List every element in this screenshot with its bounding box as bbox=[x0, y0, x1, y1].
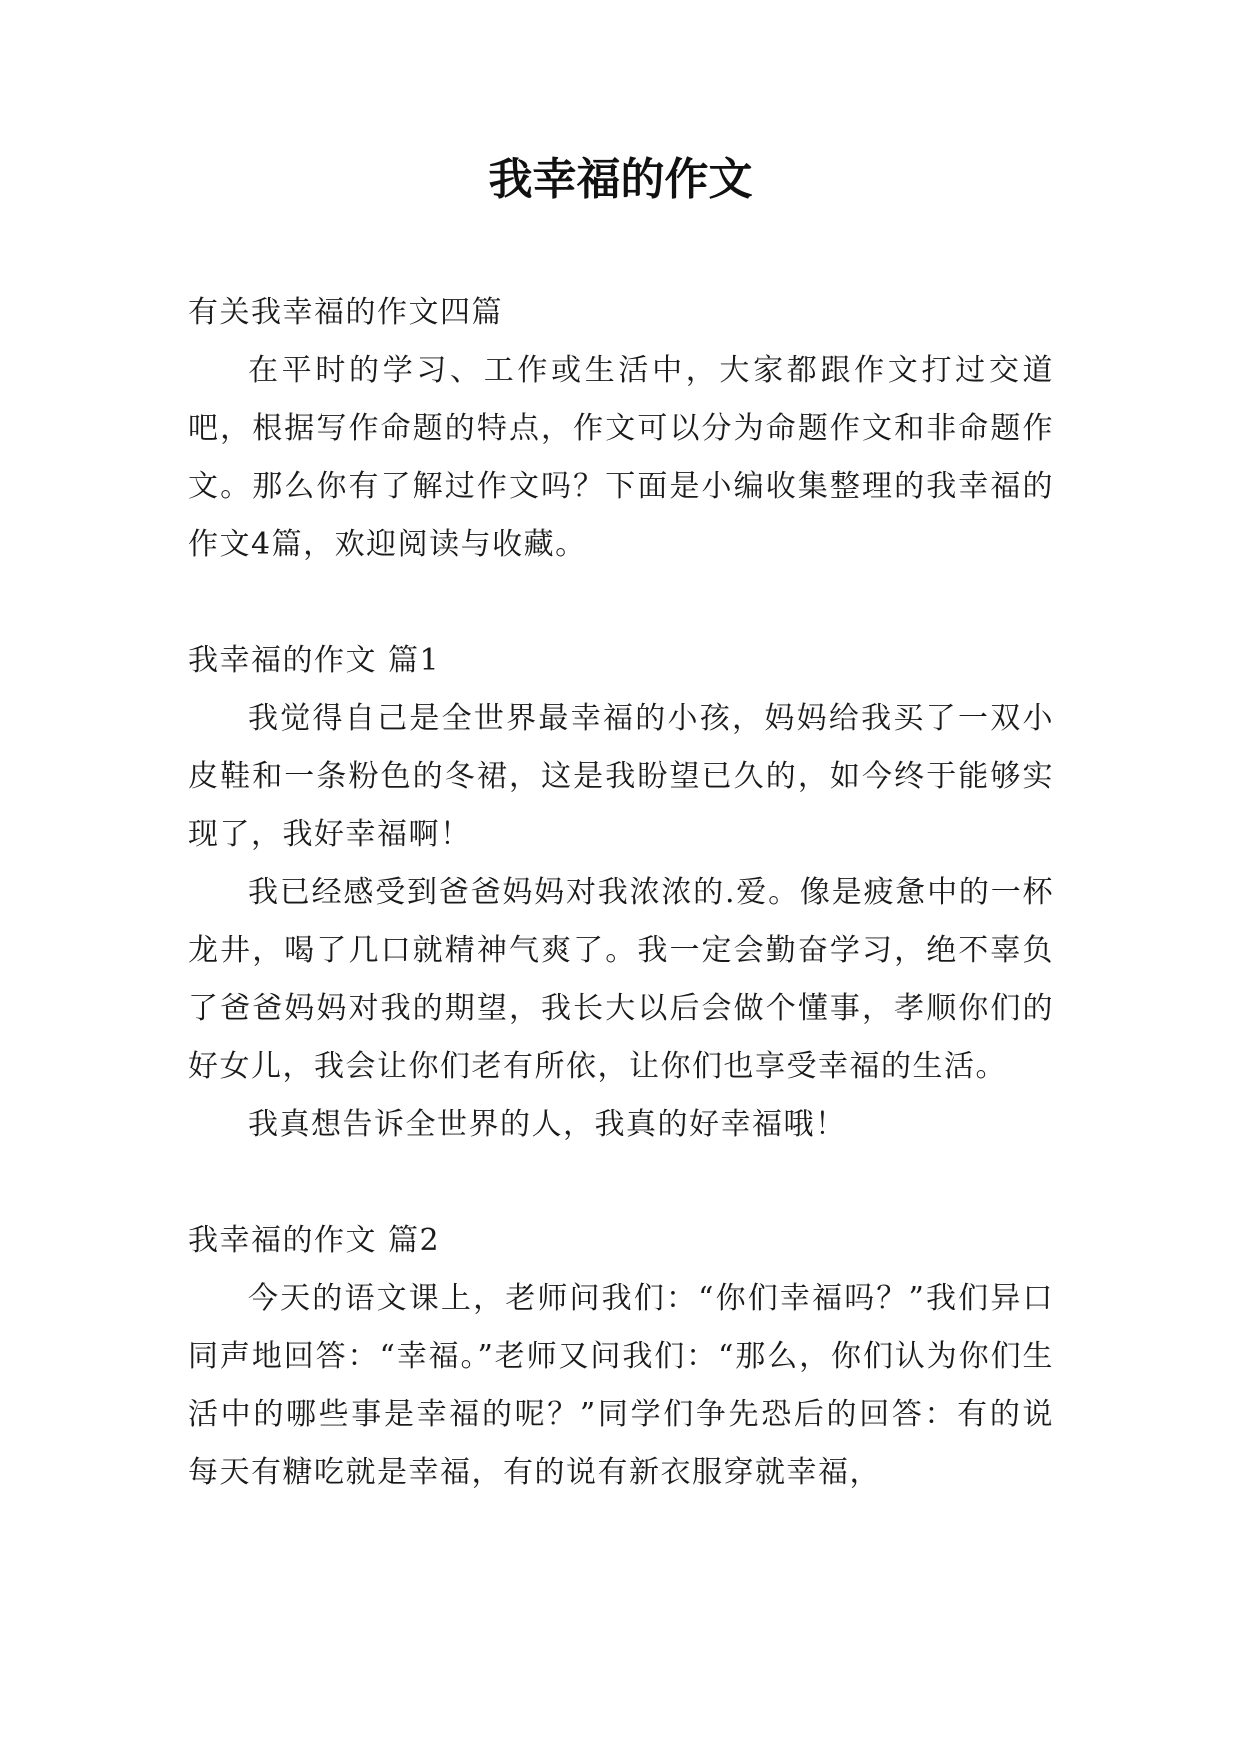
section-heading-1: 我幸福的作文 篇1 bbox=[188, 643, 441, 678]
section-1-paragraph-3: 我真想告诉全世界的人，我真的好幸福哦！ bbox=[248, 1107, 847, 1142]
document-title: 我幸福的作文 bbox=[488, 154, 753, 205]
section-1-paragraph-1: 我觉得自己是全世界最幸福的小孩，妈妈给我买了一双小皮鞋和一条粉色的冬裙，这是我盼望已久的，如今终于能够实现了，我好幸福啊！ bbox=[188, 701, 1054, 852]
section-1-paragraph-2: 我已经感受到爸爸妈妈对我浓浓的.爱。像是疲惫中的一杯龙井，喝了几口就精神气爽了。我一定会勤奋学习，绝不辜负了爸爸妈妈对我的期望，我长大以后会做个懂事，孝顺你们的好女儿，我会让你们老有所依，让你们也享受幸福的生活。 bbox=[188, 875, 1054, 1084]
section-2-paragraph-1: 今天的语文课上，老师问我们：“你们幸福吗？”我们异口同声地回答：“幸福。”老师又问我们：“那么，你们认为你们生活中的哪些事是幸福的呢？”同学们争先恐后的回答：有的说每天有糖吃就是幸福，有的说有新衣服穿就幸福， bbox=[188, 1281, 1054, 1490]
section-heading-2: 我幸福的作文 篇2 bbox=[188, 1223, 441, 1258]
document-body bbox=[188, 284, 1054, 1502]
intro-heading: 有关我幸福的作文四篇 bbox=[188, 295, 503, 330]
intro-paragraph: 在平时的学习、工作或生活中，大家都跟作文打过交道吧，根据写作命题的特点，作文可以分为命题作文和非命题作文。那么你有了解过作文吗？下面是小编收集整理的我幸福的作文4篇，欢迎阅读与收藏。 bbox=[188, 353, 1054, 562]
